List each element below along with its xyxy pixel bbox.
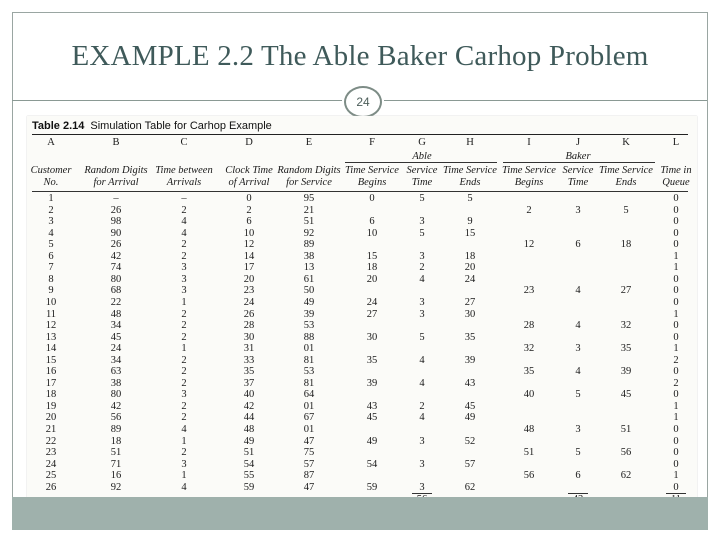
table-cell: 5 — [419, 193, 425, 204]
table-cell: 35 — [243, 366, 255, 378]
table-cell: 28 — [523, 320, 535, 332]
table-cell: 21 — [45, 424, 57, 435]
table-cell: 10 — [366, 227, 378, 239]
table-cell: 3 — [575, 424, 581, 435]
table-cell: 67 — [303, 412, 315, 424]
column-letter: J — [575, 137, 581, 148]
title-rule-left — [12, 100, 342, 101]
able-group-rule — [345, 162, 497, 163]
table-cell: 4 — [575, 366, 581, 378]
table-cell: 26 — [243, 308, 255, 320]
table-cell: 4 — [48, 227, 54, 239]
table-cell: 2 — [181, 412, 187, 424]
table-cell: 5 — [575, 389, 581, 401]
table-cell: 3 — [419, 481, 425, 493]
table-cell: 21 — [303, 204, 315, 216]
table-cell: 2 — [673, 377, 679, 389]
table-cell: 45 — [110, 331, 122, 343]
table-cell: 23 — [45, 447, 57, 459]
column-header-line2: Begins — [357, 177, 387, 188]
table-cell: 49 — [366, 435, 378, 447]
table-cell: 28 — [243, 320, 255, 332]
table-cell: 43 — [366, 400, 378, 412]
table-cell: 16 — [110, 470, 122, 482]
table-cell: 4 — [575, 285, 581, 297]
table-cell: 27 — [366, 308, 378, 320]
table-cell: 39 — [464, 354, 476, 366]
table-cell: 20 — [366, 273, 378, 285]
table-cell: 35 — [366, 354, 378, 366]
table-cell: 48 — [110, 308, 122, 320]
table-cell: 53 — [303, 366, 315, 378]
table-cell: 01 — [303, 400, 315, 412]
table-cell: 0 — [673, 296, 679, 308]
table-cell: 40 — [523, 389, 535, 401]
slide-title: EXAMPLE 2.2 The Able Baker Carhop Problem — [71, 40, 649, 72]
table-cell: 01 — [303, 424, 315, 435]
table-cell: 1 — [48, 193, 54, 204]
table-cell: 54 — [243, 458, 255, 470]
column-header-line2: Ends — [459, 177, 481, 188]
table-cell: – — [181, 193, 187, 204]
table-cell: 90 — [110, 227, 122, 239]
table-caption — [32, 120, 272, 132]
table-cell: 3 — [419, 216, 425, 228]
table-cell: 26 — [110, 239, 122, 251]
table-cell: 51 — [110, 447, 122, 459]
column-header-line1: Service — [562, 165, 594, 176]
table-cell: 61 — [303, 273, 315, 285]
table-cell: 13 — [303, 262, 315, 274]
table-cell: 38 — [110, 377, 122, 389]
table-cell: 56 — [620, 447, 632, 459]
table-cell: 23 — [523, 285, 535, 297]
table-cell: 3 — [181, 389, 187, 401]
table-cell: 57 — [464, 458, 476, 470]
table-cell: 0 — [673, 424, 679, 435]
table-cell: 5 — [575, 447, 581, 459]
table-cell: 2 — [526, 204, 532, 216]
column-header-line1: Time Service — [443, 165, 497, 176]
table-cell: 1 — [181, 470, 187, 482]
table-cell: 47 — [303, 481, 315, 493]
table-cell: 59 — [243, 481, 255, 493]
table-cell: 51 — [523, 447, 535, 459]
column-header-line2: No. — [43, 177, 59, 188]
table-cell: 24 — [110, 343, 122, 355]
column-header-line1: Time Service — [599, 165, 653, 176]
table-cell: 45 — [464, 400, 476, 412]
table-cell: 3 — [181, 273, 187, 285]
table-cell: 6 — [48, 250, 54, 262]
column-letter: G — [418, 137, 426, 148]
table-cell: 9 — [467, 216, 473, 228]
table-cell: 88 — [303, 331, 315, 343]
table-cell: 71 — [110, 458, 122, 470]
table-cell: 0 — [673, 435, 679, 447]
table-cell: 18 — [366, 262, 378, 274]
table-cell: 1 — [673, 262, 679, 274]
table-cell: 22 — [110, 296, 122, 308]
table-cell: 2 — [181, 447, 187, 459]
table-cell: 42 — [110, 400, 122, 412]
table-cell: 34 — [110, 354, 122, 366]
table-cell: 17 — [243, 262, 255, 274]
column-header-line2: Ends — [615, 177, 637, 188]
column-letter: B — [112, 137, 120, 148]
table-top-rule — [32, 134, 688, 135]
table-cell: 12 — [523, 239, 535, 251]
table-cell: 4 — [419, 273, 425, 285]
table-cell: 37 — [243, 377, 255, 389]
table-cell: 24 — [45, 458, 57, 470]
table-cell: 0 — [369, 193, 375, 204]
table-cell: 0 — [673, 366, 679, 378]
table-cell: 50 — [303, 285, 315, 297]
table-cell: 0 — [673, 331, 679, 343]
column-letter: L — [672, 137, 680, 148]
table-cell: 64 — [303, 389, 315, 401]
table-cell: 35 — [523, 366, 535, 378]
table-cell: 4 — [181, 481, 187, 493]
column-header-line2: for Arrival — [93, 177, 139, 188]
table-cell: 16 — [45, 366, 57, 378]
table-cell: 4 — [181, 424, 187, 435]
table-cell: 51 — [243, 447, 255, 459]
table-cell: 24 — [366, 296, 378, 308]
table-cell: 32 — [523, 343, 535, 355]
column-header-line2: Time — [567, 177, 589, 188]
column-header-line2: for Service — [286, 177, 332, 188]
table-cell: 1 — [673, 412, 679, 424]
table-cell: 1 — [673, 343, 679, 355]
table-cell: 81 — [303, 354, 315, 366]
table-cell: 20 — [243, 273, 255, 285]
column-letter: K — [622, 137, 630, 148]
simulation-table-image — [27, 116, 697, 511]
table-cell: 15 — [464, 227, 476, 239]
table-cell: 87 — [303, 470, 315, 482]
table-cell: 5 — [623, 204, 629, 216]
table-cell: 59 — [366, 481, 378, 493]
table-cell: 2 — [181, 250, 187, 262]
table-cell: 63 — [110, 366, 122, 378]
column-letter: I — [527, 137, 531, 148]
table-cell: 7 — [48, 262, 54, 274]
table-cell: 81 — [303, 377, 315, 389]
column-header-line1: Time between — [155, 165, 213, 176]
table-cell: 57 — [303, 458, 315, 470]
table-cell: 51 — [303, 216, 315, 228]
table-cell: 48 — [243, 424, 255, 435]
table-cell: 3 — [419, 308, 425, 320]
table-cell: 30 — [464, 308, 476, 320]
table-cell: 3 — [181, 285, 187, 297]
table-cell: 56 — [110, 412, 122, 424]
table-cell: 5 — [48, 239, 54, 251]
table-cell: 4 — [181, 227, 187, 239]
table-cell: 92 — [303, 227, 315, 239]
table-cell: 30 — [366, 331, 378, 343]
table-cell: 2 — [181, 354, 187, 366]
column-header-line1: Service — [406, 165, 438, 176]
table-cell: 0 — [246, 193, 252, 204]
table-cell: 15 — [366, 250, 378, 262]
table-cell: 14 — [243, 250, 255, 262]
table-cell: 3 — [181, 458, 187, 470]
table-cell: 0 — [673, 458, 679, 470]
page-number-badge: 24 — [344, 86, 382, 118]
table-cell: 6 — [575, 470, 581, 482]
table-cell: 26 — [110, 204, 122, 216]
table-caption-text: Simulation Table for Carhop Example — [90, 120, 272, 132]
table-cell: 1 — [673, 308, 679, 320]
table-cell: 3 — [419, 250, 425, 262]
table-cell: 1 — [673, 470, 679, 482]
table-cell: 0 — [673, 481, 679, 493]
table-cell: 1 — [673, 400, 679, 412]
table-cell: 39 — [303, 308, 315, 320]
table-cell: 0 — [673, 216, 679, 228]
column-header-line2: Arrivals — [166, 177, 202, 188]
table-cell: 30 — [243, 331, 255, 343]
table-cell: 22 — [45, 435, 57, 447]
title-rule-right — [384, 100, 707, 101]
table-cell: 27 — [464, 296, 476, 308]
table-cell: 10 — [45, 296, 57, 308]
table-cell: 2 — [246, 204, 252, 216]
table-cell: 18 — [45, 389, 57, 401]
table-cell: – — [113, 193, 119, 204]
table-cell: 1 — [181, 435, 187, 447]
table-cell: 49 — [243, 435, 255, 447]
table-cell: 74 — [110, 262, 122, 274]
table-cell: 18 — [110, 435, 122, 447]
table-cell: 2 — [181, 320, 187, 332]
table-cell: 6 — [575, 239, 581, 251]
table-cell: 15 — [45, 354, 57, 366]
table-cell: 32 — [620, 320, 632, 332]
table-cell: 3 — [48, 216, 54, 228]
table-cell: 1 — [181, 343, 187, 355]
table-cell: 0 — [673, 193, 679, 204]
table-cell: 0 — [673, 227, 679, 239]
table-cell: 2 — [181, 204, 187, 216]
table-cell: 95 — [303, 193, 315, 204]
table-cell: 80 — [110, 389, 122, 401]
table-cell: 25 — [45, 470, 57, 482]
column-header-line2: Begins — [514, 177, 544, 188]
table-cell: 1 — [181, 296, 187, 308]
table-label: Table 2.14 — [32, 120, 85, 132]
table-cell: 42 — [243, 400, 255, 412]
table-cell: 2 — [181, 366, 187, 378]
table-cell: 0 — [673, 447, 679, 459]
table-cell: 4 — [575, 320, 581, 332]
table-cell: 8 — [48, 273, 54, 285]
table-cell: 3 — [419, 458, 425, 470]
table-cell: 3 — [419, 435, 425, 447]
slide-frame-left — [12, 12, 13, 530]
table-cell: 3 — [575, 343, 581, 355]
column-letter: D — [245, 137, 253, 148]
table-cell: 2 — [181, 239, 187, 251]
table-cell: 75 — [303, 447, 315, 459]
table-cell: 19 — [45, 400, 57, 412]
table-cell: 33 — [243, 354, 255, 366]
table-cell: 89 — [110, 424, 122, 435]
table-cell: 18 — [620, 239, 632, 251]
table-cell: 51 — [620, 424, 632, 435]
table-cell: 53 — [303, 320, 315, 332]
table-cell: 9 — [48, 285, 54, 297]
table-cell: 3 — [419, 296, 425, 308]
baker-group-rule — [503, 162, 655, 163]
table-cell: 3 — [181, 262, 187, 274]
table-cell: 10 — [243, 227, 255, 239]
table-cell: 55 — [243, 470, 255, 482]
table-cell: 2 — [419, 262, 425, 274]
table-cell: 0 — [673, 239, 679, 251]
table-cell: 89 — [303, 239, 315, 251]
table-cell: 0 — [673, 204, 679, 216]
table-cell: 5 — [467, 193, 473, 204]
group-label-able: Able — [412, 151, 432, 162]
table-cell: 39 — [620, 366, 632, 378]
table-cell: 26 — [45, 481, 57, 493]
table-cell: 0 — [673, 273, 679, 285]
table-cell: 56 — [523, 470, 535, 482]
column-letter: H — [466, 137, 474, 148]
table-cell: 14 — [45, 343, 57, 355]
slide-footer-bar — [12, 497, 708, 530]
table-cell: 35 — [620, 343, 632, 355]
table-cell: 5 — [419, 227, 425, 239]
table-cell: 1 — [673, 250, 679, 262]
table-cell: 45 — [366, 412, 378, 424]
table-cell: 27 — [620, 285, 632, 297]
table-cell: 62 — [464, 481, 476, 493]
table-cell: 20 — [45, 412, 57, 424]
table-cell: 47 — [303, 435, 315, 447]
table-cell: 45 — [620, 389, 632, 401]
column-header-line1: Time Service — [345, 165, 399, 176]
table-cell: 40 — [243, 389, 255, 401]
table-cell: 44 — [243, 412, 255, 424]
table-cell: 80 — [110, 273, 122, 285]
table-cell: 2 — [48, 204, 54, 216]
column-header-line1: Random Digits — [84, 165, 148, 176]
table-cell: 0 — [673, 389, 679, 401]
table-cell: 2 — [181, 308, 187, 320]
table-cell: 18 — [464, 250, 476, 262]
table-cell: 42 — [110, 250, 122, 262]
table-cell: 2 — [181, 331, 187, 343]
table-cell: 92 — [110, 481, 122, 493]
table-cell: 23 — [243, 285, 255, 297]
table-cell: 11 — [45, 308, 57, 320]
header-bottom-rule — [32, 191, 688, 192]
table-cell: 49 — [303, 296, 315, 308]
table-cell: 4 — [181, 216, 187, 228]
table-cell: 52 — [464, 435, 476, 447]
table-cell: 5 — [419, 331, 425, 343]
group-label-baker: Baker — [565, 151, 591, 162]
table-cell: 2 — [673, 354, 679, 366]
slide-frame-top — [12, 12, 708, 13]
table-cell: 54 — [366, 458, 378, 470]
table-cell: 39 — [366, 377, 378, 389]
table-cell: 2 — [181, 400, 187, 412]
column-header-line1: Time in — [660, 165, 692, 176]
column-header-line2: Queue — [662, 177, 690, 188]
column-header-line1: Time Service — [502, 165, 556, 176]
table-cell: 62 — [620, 470, 632, 482]
column-header-line1: Clock Time — [225, 165, 273, 176]
table-cell: 43 — [464, 377, 476, 389]
table-cell: 24 — [464, 273, 476, 285]
table-cell: 4 — [419, 377, 425, 389]
table-cell: 17 — [45, 377, 57, 389]
table-cell: 35 — [464, 331, 476, 343]
table-cell: 4 — [419, 412, 425, 424]
table-cell: 6 — [246, 216, 252, 228]
column-header-line1: Customer — [30, 165, 72, 176]
table-cell: 48 — [523, 424, 535, 435]
table-cell: 0 — [673, 320, 679, 332]
column-letter: A — [47, 137, 55, 148]
column-header-line2: Time — [411, 177, 433, 188]
slide-frame-right — [707, 12, 708, 530]
table-cell: 2 — [181, 377, 187, 389]
column-letter: F — [369, 137, 375, 148]
table-cell: 12 — [243, 239, 255, 251]
column-header-line1: Random Digits — [277, 165, 341, 176]
column-header-line2: of Arrival — [228, 177, 270, 188]
table-cell: 34 — [110, 320, 122, 332]
table-cell: 98 — [110, 216, 122, 228]
table-cell: 4 — [419, 354, 425, 366]
table-cell: 20 — [464, 262, 476, 274]
table-cell: 6 — [369, 216, 375, 228]
table-cell: 13 — [45, 331, 57, 343]
table-cell: 68 — [110, 285, 122, 297]
table-cell: 01 — [303, 343, 315, 355]
table-cell: 49 — [464, 412, 476, 424]
table-cell: 31 — [243, 343, 255, 355]
table-cell: 12 — [45, 320, 57, 332]
table-cell: 3 — [575, 204, 581, 216]
table-cell: 24 — [243, 296, 255, 308]
column-letter: E — [305, 137, 313, 148]
table-cell: 2 — [419, 400, 425, 412]
table-cell: 0 — [673, 285, 679, 297]
table-cell: 38 — [303, 250, 315, 262]
column-letter: C — [180, 137, 188, 148]
